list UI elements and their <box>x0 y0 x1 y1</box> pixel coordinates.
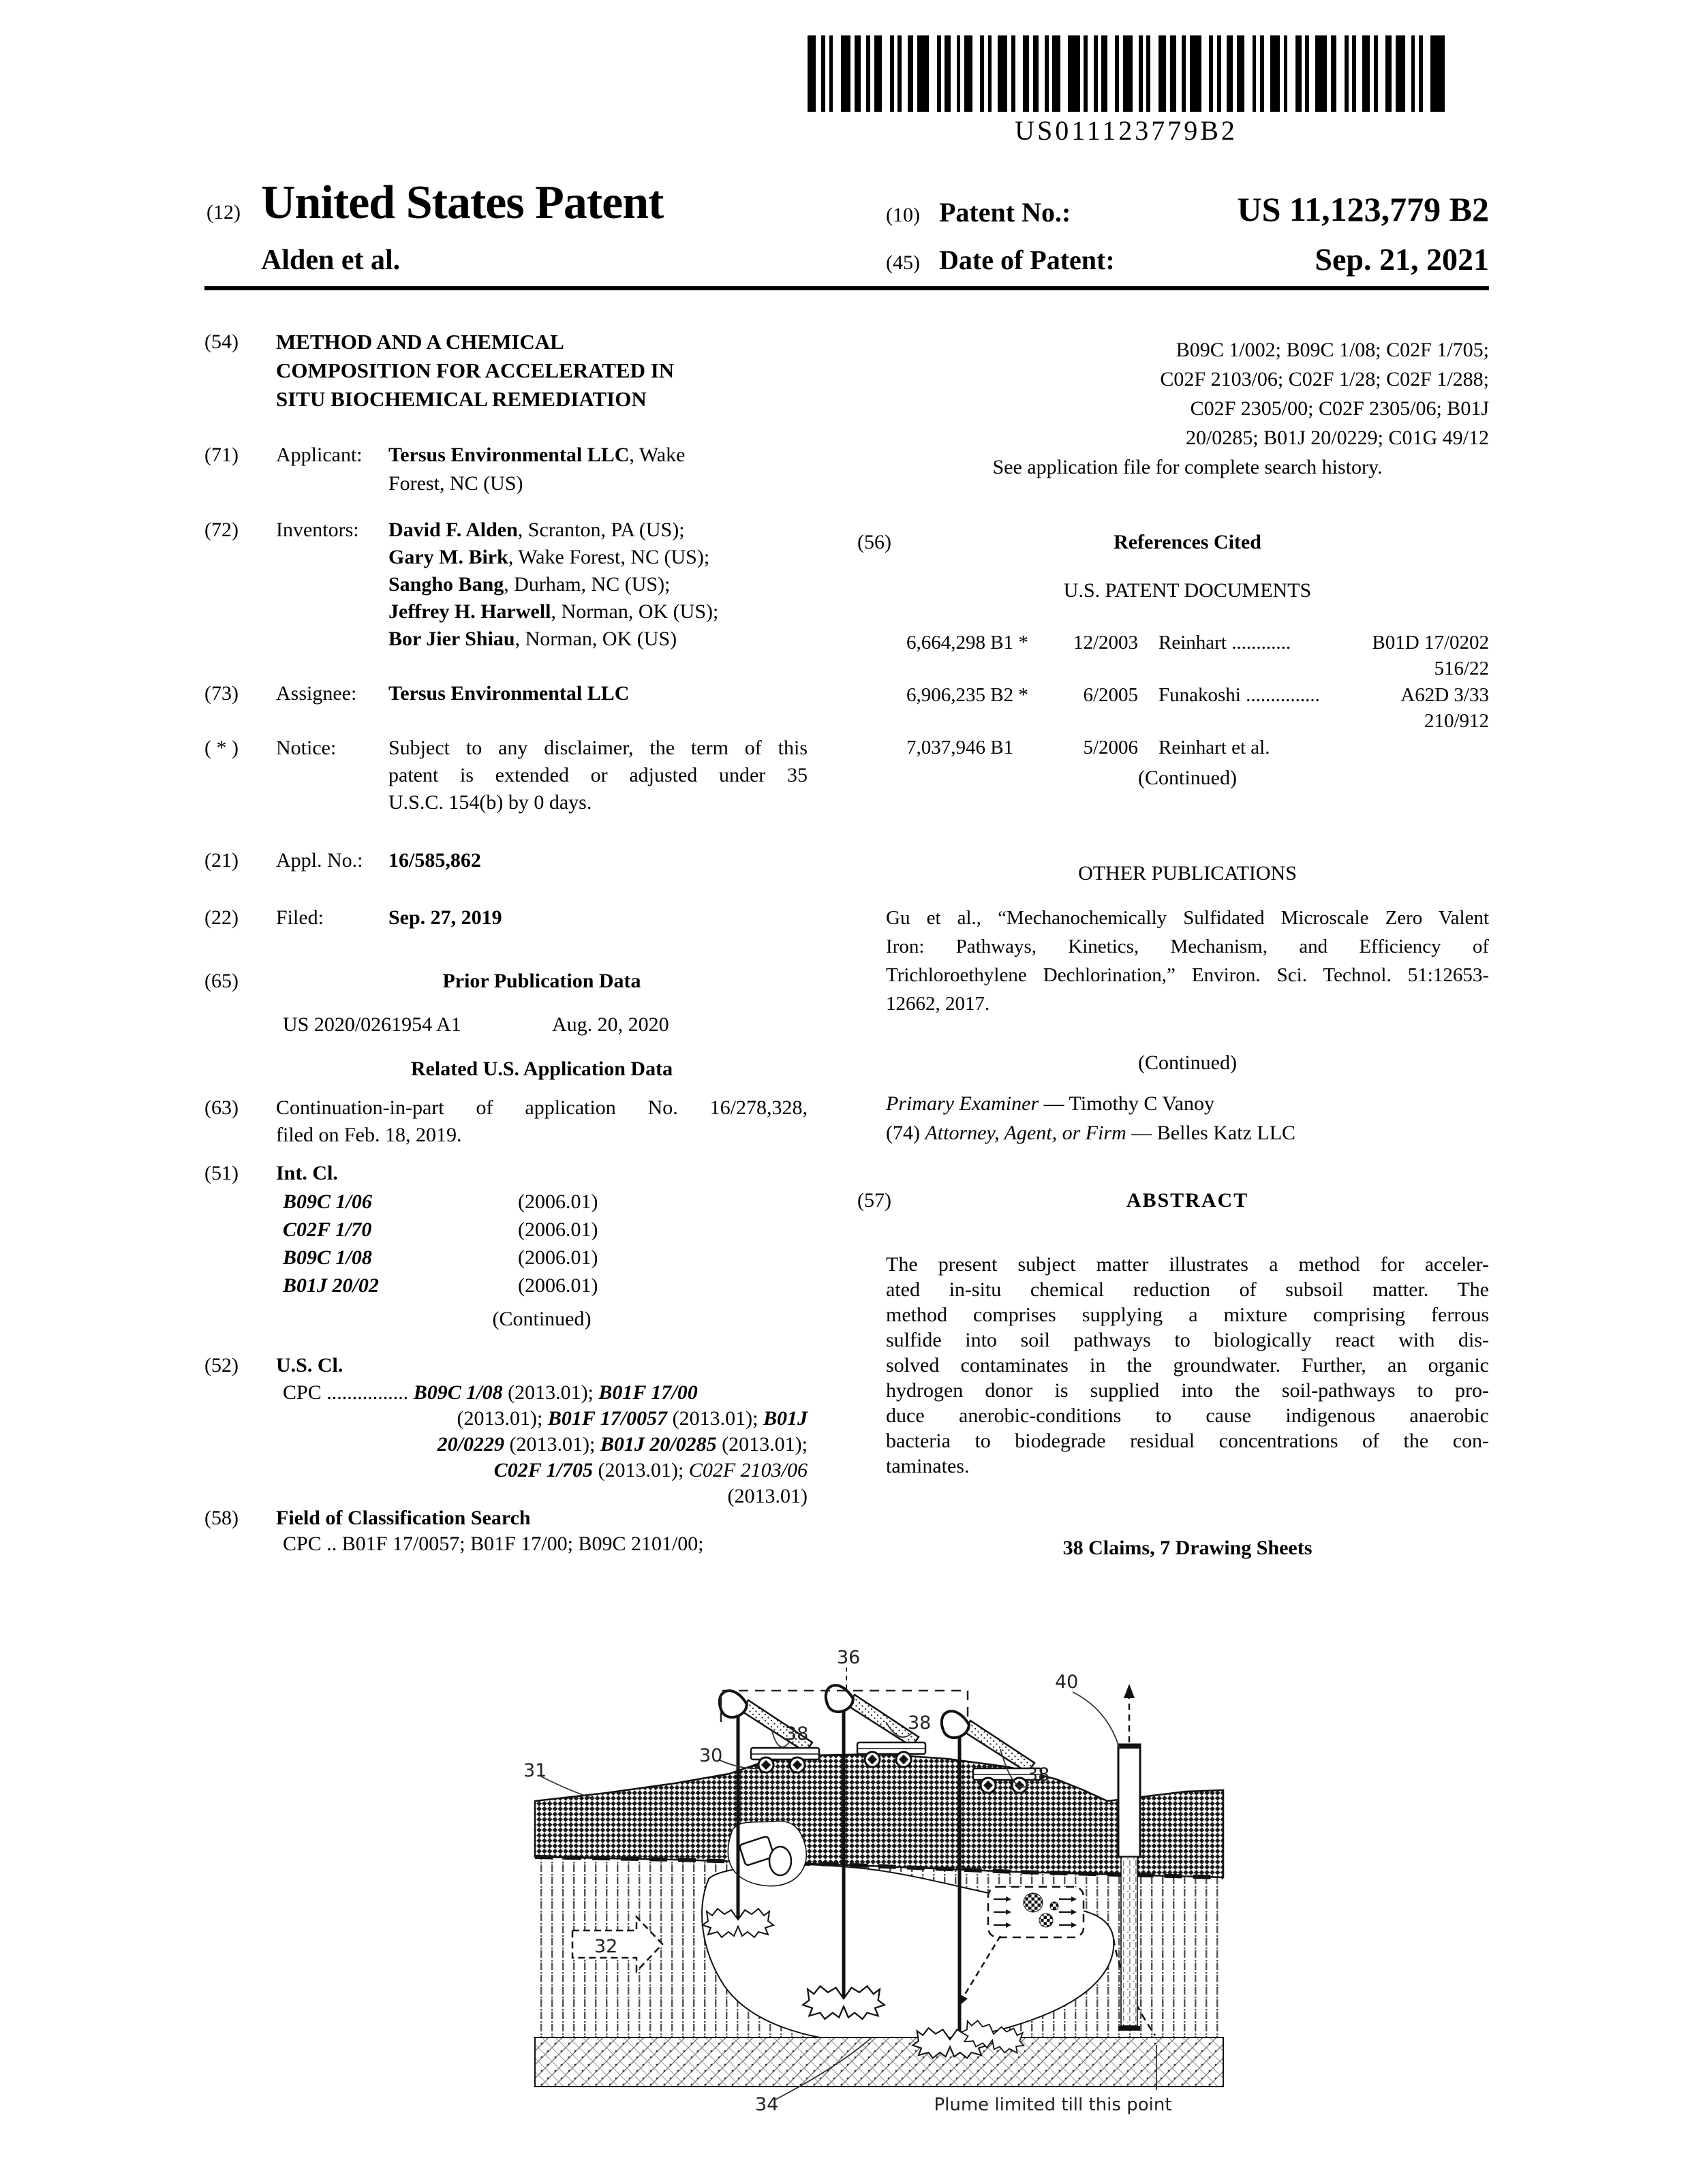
prior-publication-number: US 2020/0261954 A1 <box>283 1013 461 1036</box>
other-publications-title: OTHER PUBLICATIONS <box>1078 862 1297 885</box>
abstract-line: taminates. <box>886 1455 970 1477</box>
inventors-label: Inventors: <box>276 519 359 541</box>
abstract-line: solved contaminates in the groundwater. Further, an organic <box>886 1354 1489 1376</box>
cpc-line: CPC ................ B09C 1/08 (2013.01); B01F 17/00 <box>283 1381 698 1404</box>
ref-class-cont: 516/22 <box>1434 658 1489 679</box>
inventor-line <box>388 598 811 626</box>
patent-no-value: US 11,123,779 B2 <box>1237 190 1489 228</box>
ref-class: A62D 3/33 <box>1400 684 1489 706</box>
section-54-number: (54) <box>204 330 239 353</box>
attorney-line <box>886 1120 1489 1147</box>
figure-label-30: 30 <box>699 1745 723 1766</box>
monitoring-well-casing <box>1118 1744 1140 1857</box>
cpc-line: C02F 1/705 (2013.01); C02F 2103/06 <box>493 1459 808 1481</box>
classification-cont-line: C02F 2305/00; C02F 2305/06; B01J <box>1190 397 1489 420</box>
prior-publication-title: Prior Publication Data <box>442 970 641 992</box>
cpc-line: (2013.01); B01F 17/0057 (2013.01); B01J <box>457 1407 808 1430</box>
barcode <box>808 35 1445 112</box>
class-code: C02F 1/70 <box>283 1218 372 1241</box>
section-71-number: (71) <box>204 444 239 466</box>
publication-line: Trichloroethylene Dechlorination,” Environ. Sci. Technol. 51:12653- <box>886 964 1489 986</box>
ref-name: Reinhart et al. <box>1158 737 1270 758</box>
inventor-line <box>388 517 811 544</box>
inventor-name: Bor Jier Shiau <box>388 628 515 650</box>
inventor-name: David F. Alden <box>388 519 518 541</box>
inventor-name: Sangho Bang <box>388 573 504 596</box>
injection-well <box>842 1693 846 1999</box>
section-57-number: (57) <box>857 1189 891 1212</box>
notice-label: Notice: <box>276 737 337 759</box>
barcode-bars <box>808 35 1445 112</box>
date-of-patent-value: Sep. 21, 2021 <box>1315 242 1489 277</box>
applicant-value-cont: Forest, NC (US) <box>388 472 523 495</box>
appl-no-label: Appl. No.: <box>276 849 363 872</box>
inventor-line <box>388 544 811 571</box>
abstract-line: sulfide into soil pathways to biologically react with dis- <box>886 1329 1489 1351</box>
section-72-number: (72) <box>204 519 239 541</box>
party-line: Alden et al. <box>261 245 401 276</box>
applicant-value: Tersus Environmental LLC, Wake <box>388 444 686 466</box>
class-code: B09C 1/06 <box>283 1190 372 1213</box>
date-of-patent-label: Date of Patent: <box>939 245 1115 275</box>
related-data-title: Related U.S. Application Data <box>410 1058 673 1080</box>
abstract-line: method comprises supplying a mixture comprising ferrous <box>886 1304 1489 1326</box>
notice-line: U.S.C. 154(b) by 0 days. <box>388 791 592 814</box>
us-patent-documents-title: U.S. PATENT DOCUMENTS <box>1063 579 1312 602</box>
figure-label-31: 31 <box>523 1760 547 1781</box>
ref-name-text: Funakoshi <box>1158 684 1241 706</box>
figure-label-38: 38 <box>908 1712 932 1734</box>
applicant-label: Applicant: <box>276 444 363 466</box>
fes-particle <box>1024 1893 1043 1912</box>
claims-sheets-line: 38 Claims, 7 Drawing Sheets <box>1062 1537 1313 1559</box>
downhole-tool-end <box>769 1847 791 1875</box>
patent-no-label: Patent No.: <box>939 197 1071 228</box>
publication-line: 12662, 2017. <box>886 993 990 1015</box>
references-cited-title: References Cited <box>1114 531 1261 553</box>
int-cl-entry <box>283 1216 808 1244</box>
search-history-note: See application file for complete search history. <box>992 456 1383 478</box>
abstract-line: bacteria to biodegrade residual concentrations of the con- <box>886 1430 1489 1452</box>
ref-class: B01D 17/0202 <box>1372 632 1489 653</box>
publication-line: Gu et al., “Mechanochemically Sulfidated Microscale Zero Valent <box>886 907 1489 929</box>
field-of-search-title: Field of Classification Search <box>276 1507 531 1529</box>
ref-date: 6/2005 <box>1083 684 1138 706</box>
class-year: (2006.01) <box>518 1190 598 1213</box>
inventor-name: Jeffrey H. Harwell <box>388 600 551 623</box>
section-22-number: (22) <box>204 906 239 929</box>
ref-dots: ............ <box>1231 632 1291 653</box>
continued-note: (Continued) <box>492 1308 592 1330</box>
abstract-title: ABSTRACT <box>1126 1189 1249 1212</box>
ref-number: 6,906,235 B2 * <box>906 684 1028 706</box>
appl-no-value: 16/585,862 <box>388 849 481 872</box>
classification-cont-line: 20/0285; B01J 20/0229; C01G 49/12 <box>1185 427 1489 449</box>
inventor-name: Gary M. Birk <box>388 546 508 568</box>
assignee-label: Assignee: <box>276 682 357 705</box>
inventor-line <box>388 626 811 653</box>
abstract-line: hydrogen donor is supplied into the soil-pathways to pro- <box>886 1379 1489 1402</box>
inventor-location: , Scranton, PA (US); <box>517 519 685 541</box>
figure-drawing <box>470 1557 1261 2143</box>
field-of-search-line: CPC .. B01F 17/0057; B01F 17/00; B09C 2101/00; <box>283 1533 704 1555</box>
figure-label-32: 32 <box>594 1936 618 1957</box>
continued-note: (Continued) <box>1138 1051 1237 1074</box>
figure-caption: Plume limited till this point <box>934 2095 1172 2115</box>
invention-title-line: METHOD AND A CHEMICAL <box>276 330 564 354</box>
int-cl-entry <box>283 1272 808 1299</box>
notice-asterisk: ( * ) <box>204 737 239 759</box>
classification-cont-line: B09C 1/002; B09C 1/08; C02F 1/705; <box>1176 339 1489 361</box>
notice-line: Subject to any disclaimer, the term of this <box>388 737 808 759</box>
examiner-label: Primary Examiner <box>886 1092 1039 1115</box>
attorney-value: — Belles Katz LLC <box>1131 1122 1296 1144</box>
figure-label-34: 34 <box>755 2094 779 2115</box>
injection-well <box>958 1733 962 2038</box>
class-code: B09C 1/08 <box>283 1246 372 1269</box>
int-cl-title: Int. Cl. <box>276 1162 338 1184</box>
section-21-number: (21) <box>204 849 239 872</box>
filed-label: Filed: <box>276 906 324 929</box>
inventor-location: , Wake Forest, NC (US); <box>508 546 710 568</box>
section-74-number: (74) <box>886 1122 920 1144</box>
attorney-label: Attorney, Agent, or Firm <box>925 1122 1126 1144</box>
fes-particle <box>1039 1913 1053 1927</box>
injection-well <box>737 1710 740 1920</box>
barcode-text: US011123779B2 <box>1015 115 1238 146</box>
assignee-value: Tersus Environmental LLC <box>388 682 630 705</box>
ref-name-text: Reinhart <box>1158 632 1227 653</box>
monitoring-well-screen <box>1121 1857 1137 2026</box>
primary-examiner-line <box>886 1090 1489 1118</box>
us-cl-title: U.S. Cl. <box>276 1354 343 1376</box>
classification-cont-line: C02F 2103/06; C02F 1/28; C02F 1/288; <box>1160 368 1489 390</box>
continuation-line: Continuation-in-part of application No. 16/278,328, <box>276 1096 808 1119</box>
class-year: (2006.01) <box>518 1218 598 1241</box>
document-type-title: United States Patent <box>261 176 664 229</box>
monitoring-well-bottom <box>1118 2026 1140 2031</box>
invention-title-line: SITU BIOCHEMICAL REMEDIATION <box>276 387 647 411</box>
figure-label-40: 40 <box>1055 1672 1079 1693</box>
inventor-location: , Durham, NC (US); <box>504 573 671 596</box>
examiner-value: — Timothy C Vanoy <box>1043 1092 1214 1115</box>
ref-dots: ............... <box>1246 684 1320 706</box>
ref-number: 6,664,298 B1 * <box>906 632 1028 653</box>
inventor-location: , Norman, OK (US) <box>515 628 677 650</box>
class-year: (2006.01) <box>518 1246 598 1269</box>
ref-name <box>1158 630 1291 656</box>
invention-title-line: COMPOSITION FOR ACCELERATED IN <box>276 358 675 382</box>
figure-label-38: 38 <box>1026 1764 1050 1785</box>
up-arrow-icon <box>1124 1684 1135 1698</box>
header-divider <box>204 286 1489 290</box>
publication-line: Iron: Pathways, Kinetics, Mechanism, and Efficiency of <box>886 936 1489 957</box>
class-year: (2006.01) <box>518 1274 598 1297</box>
reference-row <box>906 682 1489 708</box>
section-58-number: (58) <box>204 1507 239 1529</box>
kind-code-number: (12) <box>206 201 241 224</box>
cpc-line: (2013.01) <box>727 1485 808 1507</box>
bedrock-layer <box>535 2037 1223 2087</box>
ref-class-cont: 210/912 <box>1424 710 1489 732</box>
abstract-line: ated in-situ chemical reduction of subsoil matter. The <box>886 1278 1489 1301</box>
monitoring-well-cap <box>1118 1744 1140 1749</box>
section-65-number: (65) <box>204 970 239 992</box>
ref-date: 5/2006 <box>1083 737 1138 758</box>
abstract-line: The present subject matter illustrates a method for acceler- <box>886 1253 1489 1276</box>
reference-row <box>906 630 1489 656</box>
inventor-line <box>388 571 811 598</box>
filed-value: Sep. 27, 2019 <box>388 906 502 929</box>
ref-name <box>1158 682 1320 708</box>
abstract-line: duce anerobic-conditions to cause indigenous anaerobic <box>886 1404 1489 1427</box>
figure-label-36: 36 <box>837 1647 861 1668</box>
continuation-line: filed on Feb. 18, 2019. <box>276 1124 462 1146</box>
figure-label-38: 38 <box>785 1723 809 1744</box>
patent-no-field-number: (10) <box>886 204 920 226</box>
inventor-location: , Norman, OK (US); <box>551 600 719 623</box>
continued-note: (Continued) <box>1138 767 1237 789</box>
ref-date: 12/2003 <box>1073 632 1138 653</box>
reference-row <box>906 735 1489 760</box>
section-63-number: (63) <box>204 1096 239 1119</box>
section-73-number: (73) <box>204 682 239 705</box>
ref-number: 7,037,946 B1 <box>906 737 1014 758</box>
fes-particle <box>1050 1902 1058 1910</box>
int-cl-entry <box>283 1244 808 1272</box>
prior-publication-date: Aug. 20, 2020 <box>552 1013 669 1036</box>
int-cl-entry <box>283 1188 808 1216</box>
section-52-number: (52) <box>204 1354 239 1376</box>
cpc-line: 20/0229 (2013.01); B01J 20/0285 (2013.01); <box>437 1433 808 1456</box>
date-field-number: (45) <box>886 251 920 274</box>
section-51-number: (51) <box>204 1162 239 1184</box>
section-56-number: (56) <box>857 531 891 553</box>
class-code: B01J 20/02 <box>283 1274 379 1297</box>
notice-line: patent is extended or adjusted under 35 <box>388 764 808 786</box>
